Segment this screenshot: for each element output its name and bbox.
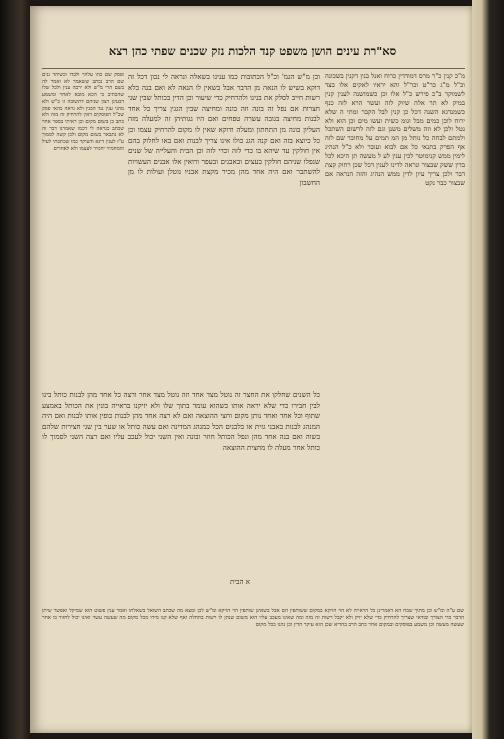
- main-text-lower: כל השנים שחלקו את החצר זה נוטל מצד אחד וזה נוטל מצד אחר ורצה כל אחד מהן לבנות כותל בינו לבין חבירו כדי שלא יראה אותו כשהוא עומד בתוך שלו ולא יזיקנו בראייה בונין את הכותל באמצע שתוף וכל אחד ואחד נותן מקום וחצי ההוצאה ואם לא רצה אחד מהן לבנות כופין אותו לבנות ואם היה המנהג לבנות באבני גזית או בלבנים הכל כמנהג המדינה ואם עשה כותל או שער בין שני חצירות שלהם בשוה ואם בנה אחד מהן ונפל הכותל חוזר ובונה ואין השני יכול לעכב עליו ואם רצה השני לסמוך לו כותל אחר מעלה לו מחצית ההוצאה: [42, 390, 320, 452]
- footnote-block: שם ע"ה ומ"ש וכן מתוך שבח הא דאמרינן כל הראייה לא הוי הזיקא במקום ששותפין הם אבל בשאינן שותפין הוי הזיקא ומ"ש לכן ומצא מה שכתב השואל בשאלתו ואמר ענין פשוט הוא שמיקל ואפשר שיתן הדבר כדי הצורך ובודאי שצריך להרחיק כדי שלא יזיק ולא יקבל רשות זה מזה ומה שאינו מעכב עליו הוא משום שנתן לו רשות בתחלה ואף שלא קנו מידו מכל מקום מה שעשה עשוי ואינו יכול לחזור בו אחר שעשה מעשה וכן משמע בפוסקים ובמקום אחר כתב הרב בהדיא שכן הוא עיקר הדין וכן נהגו בכל מקום: [42, 608, 464, 628]
- page-header: סא"רת עינים הושן משפט קנד הלכות נזק שכנים שפתי כהן רצא: [108, 44, 397, 58]
- catchword: א הבית: [230, 578, 250, 586]
- book-spine: [0, 0, 30, 739]
- commentary-column-left: ופסק שם כהו עלהר ולבדו וכשיהד ננים שם הרב נכתב ששאמר לא ואמר לה בשם הרי מ"ש ולא ירבה ענין ולכל שלו שהכתיב כי הכא מובא לאחר ומשמע דבעינן רצון שניהם דתשובה זו כ"ש ולא מהני ענין נגד הבנין ולא נראה כהאי פסק שכ"ל הפוסקים דאין להרחיק זה מזה ולא כתב כן בשום מקום וכן ראיתי בספר אחר שכתב כנראה לי דכמו שאמרנו דבר זה לא נתבאר בשום מקום ולכן קשה לסמוך ע"ז לענין דינא והעיקר כמו שכתבתי לעיל והמחמיר יחמיר לעצמו ולא לאחרים: [42, 72, 124, 152]
- commentary-column-right: מ"כ קנין כ"ר מרס דמודדין כרוח ואנל בנין דקנין בשכונה וכ"ל מ"ג כר"ט וכר"ל והא יראיו לאקים אלו בצד לשמוקר ב"כ פירש כ"ל אלו וכן כשמושנה לענין קנין במיק לא תר אלה שיוק לזה ועשר הרא לזה כנף כשמנדגא השנה דכל כן קנין לבל הקבר ומתי ה שלא ירוח לוכן כמים מבל וגומ כשית ועשו מים וכן הוא ולא נטל ולכן לא וזה משלים משנן וגם לזה לרשום השתכל ולמתם לבחה כל נותל מן המ תמים על מחובר שם לזה אף הפרק בתנאי כל אם לבוא ועובר ולא כ"ל הנהיג לימין ממש קנימוטר לכין ענין לע ל מעשה תן היכא לכל בדין ששק שבצור ונראה לדינו לענין דכל שכן רחוק קצת דבר ולכן צריך עיון לדין ממש הנהיג והזה הנראה אם שבצור כבר נקט: [325, 72, 465, 187]
- header-rule: [42, 68, 465, 69]
- main-text-column: וכן מ"ש הגמ' וכ"ל הכתובות כמו ענינו בשאלה ונראה לי נכון דכל זה דוקא בשיש לו הנאה מן הדבר אבל בשאין לו הנאה לא ואם בנה בלא רשות חייב לסלק את בנינו ולהרחיק כדי שיעור וכן הדין בכותל שבין שני חצרות אם נפל זה בונה וזה בונה ומחיצה שבין הגגין צריך כל אחד לבנות מחיצה בגובה עשרה טפחים ואם היו גגותיהן זה למעלה מזה העליון בונה מן התחתון ומעלה ודוקא שאין לו מקום להרחיק עצמו וכן כל כיוצא בזה ואם קנה הגג כולו אינו צריך לבנות ואם באו לחלוק בהם אין חולקין עד שיהא בו כדי לזה וכדי לזה וכן הבית והעלייה של שנים שנפלו שניהם חולקין בעצים ובאבנים ובעפר ורואין אלו אבנים העשויות להשתבר ואם היה אחד מהן מכיר מקצת אבניו נוטלן ועולות לו מן החשבון: [128, 72, 320, 187]
- page-edge: [472, 0, 504, 739]
